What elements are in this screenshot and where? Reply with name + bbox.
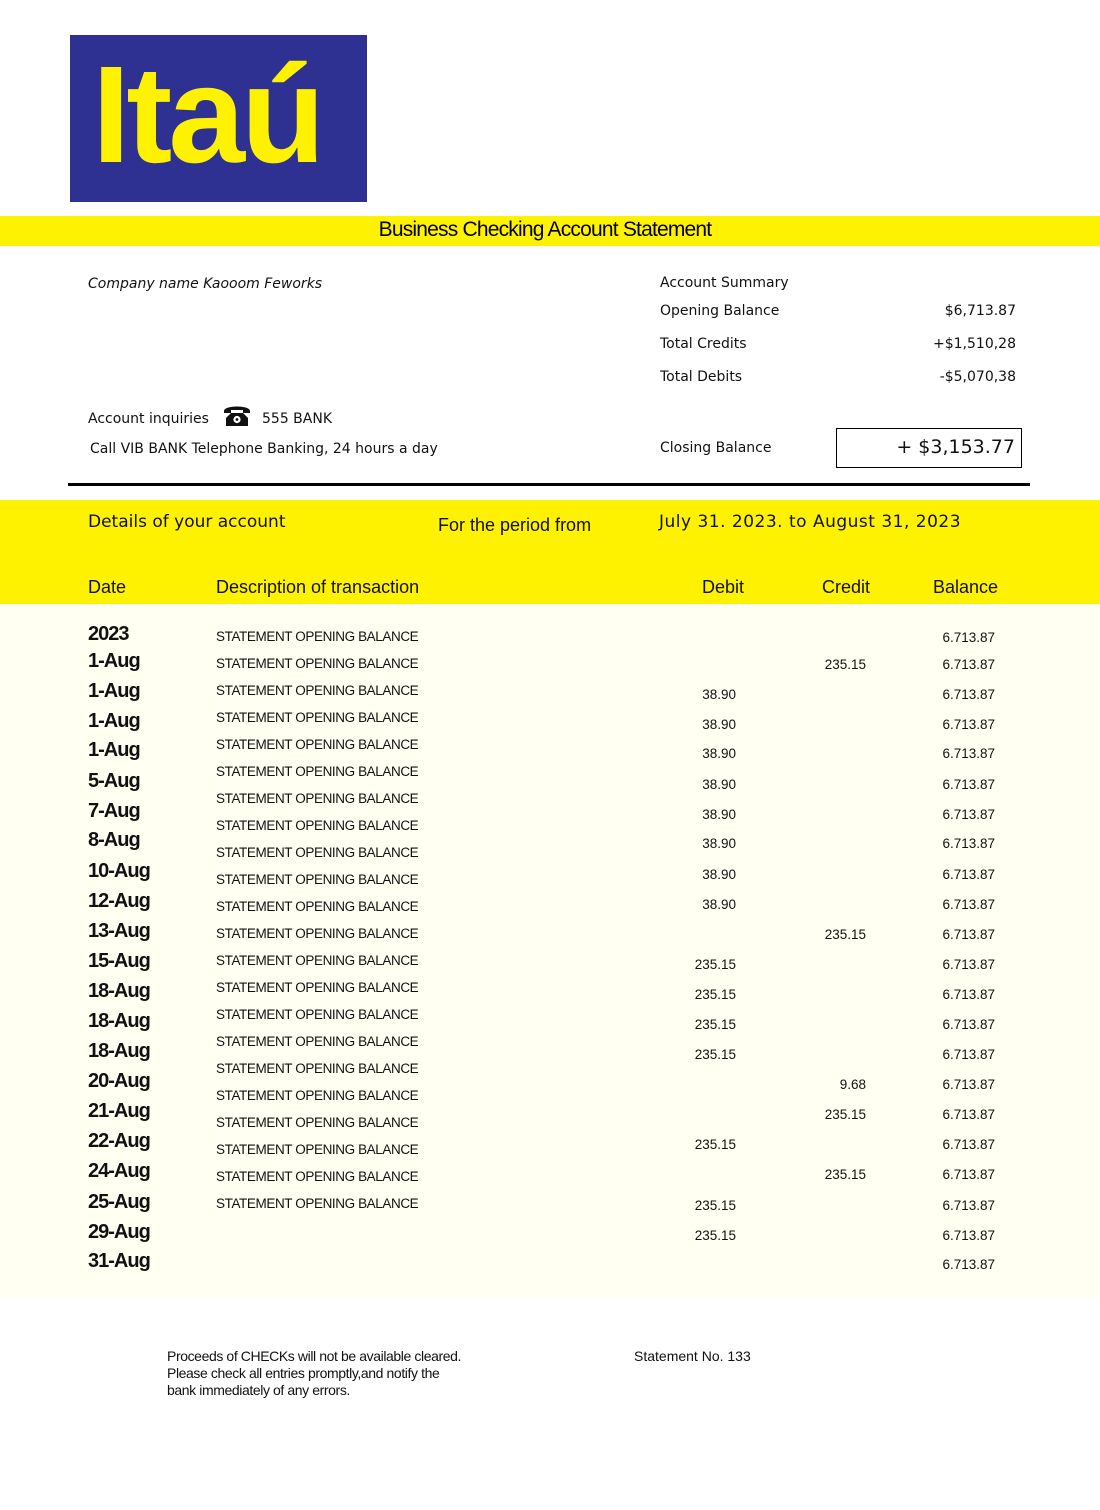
balance-cell: 6.713.87 (942, 657, 995, 672)
description-cell: STATEMENT OPENING BALANCE (216, 953, 419, 968)
date-cell: 22-Aug (88, 1130, 150, 1152)
balance-cell: 6.713.87 (942, 630, 995, 645)
column-header-balance: Balance (933, 577, 999, 597)
description-cell: STATEMENT OPENING BALANCE (216, 710, 419, 725)
description-cell: STATEMENT OPENING BALANCE (216, 818, 419, 833)
total-credits-value: +$1,510,28 (933, 336, 1016, 352)
divider (68, 483, 1030, 486)
balance-cell: 6.713.87 (942, 1228, 995, 1243)
total-debits-label: Total Debits (660, 369, 743, 385)
date-cell: 2023 (88, 623, 129, 645)
date-cell: 8-Aug (88, 829, 140, 851)
column-header-credit: Credit (822, 577, 871, 597)
date-cell: 1-Aug (88, 739, 140, 761)
debit-cell: 38.90 (702, 687, 736, 702)
description-cell: STATEMENT OPENING BALANCE (216, 629, 419, 644)
description-cell: STATEMENT OPENING BALANCE (216, 737, 419, 752)
description-cell: STATEMENT OPENING BALANCE (216, 1142, 419, 1157)
closing-balance-box (836, 428, 1022, 468)
period-label: For the period from (438, 515, 592, 535)
balance-cell: 6.713.87 (942, 777, 995, 792)
date-cell: 10-Aug (88, 860, 150, 882)
date-cell: 24-Aug (88, 1160, 150, 1182)
description-cell: STATEMENT OPENING BALANCE (216, 1169, 419, 1184)
date-cell: 1-Aug (88, 650, 140, 672)
balance-cell: 6.713.87 (942, 687, 995, 702)
telephone-icon (222, 402, 252, 432)
description-cell: STATEMENT OPENING BALANCE (216, 791, 419, 806)
details-title: Details of your account (88, 512, 286, 532)
date-cell: 1-Aug (88, 680, 140, 702)
telephone-banking-note: Call VIB BANK Telephone Banking, 24 hours a day (90, 441, 438, 457)
balance-cell: 6.713.87 (942, 717, 995, 732)
debit-cell: 38.90 (702, 867, 736, 882)
description-cell: STATEMENT OPENING BALANCE (216, 872, 419, 887)
description-cell: STATEMENT OPENING BALANCE (216, 1007, 419, 1022)
date-cell: 18-Aug (88, 1040, 150, 1062)
transactions-table (0, 604, 1100, 1298)
document-title: Business Checking Account Statement (378, 218, 712, 241)
balance-cell: 6.713.87 (942, 1167, 995, 1182)
description-cell: STATEMENT OPENING BALANCE (216, 764, 419, 779)
column-header-description: Description of transaction (216, 577, 420, 597)
debit-cell: 235.15 (694, 957, 736, 972)
column-header-debit: Debit (702, 577, 745, 597)
period-value: July 31. 2023. to August 31, 2023 (659, 512, 962, 532)
debit-cell: 38.90 (702, 777, 736, 792)
opening-balance-label: Opening Balance (660, 303, 780, 319)
debit-cell: 38.90 (702, 836, 736, 851)
total-credits-label: Total Credits (660, 336, 747, 352)
debit-cell: 235.15 (694, 1047, 736, 1062)
closing-balance-label: Closing Balance (660, 440, 772, 456)
date-cell: 15-Aug (88, 950, 150, 972)
credit-cell: 235.15 (824, 927, 866, 942)
debit-cell: 38.90 (702, 897, 736, 912)
balance-cell: 6.713.87 (942, 1257, 995, 1272)
description-cell: STATEMENT OPENING BALANCE (216, 899, 419, 914)
date-cell: 12-Aug (88, 890, 150, 912)
date-cell: 29-Aug (88, 1221, 150, 1243)
closing-balance-value: + $3,153.77 (896, 436, 1015, 458)
date-cell: 25-Aug (88, 1191, 150, 1213)
balance-cell: 6.713.87 (942, 746, 995, 761)
description-cell: STATEMENT OPENING BALANCE (216, 1088, 419, 1103)
footer-note: Proceeds of CHECKs will not be available cleared. Please check all entries promptly,and notify the bank immediately of any errors. (167, 1348, 461, 1398)
balance-cell: 6.713.87 (942, 836, 995, 851)
date-cell: 13-Aug (88, 920, 150, 942)
credit-cell: 235.15 (824, 1167, 866, 1182)
debit-cell: 235.15 (694, 1017, 736, 1032)
balance-cell: 6.713.87 (942, 957, 995, 972)
date-cell: 5-Aug (88, 770, 140, 792)
debit-cell: 38.90 (702, 807, 736, 822)
balance-cell: 6.713.87 (942, 867, 995, 882)
debit-cell: 235.15 (694, 1137, 736, 1152)
description-cell: STATEMENT OPENING BALANCE (216, 683, 419, 698)
balance-cell: 6.713.87 (942, 1077, 995, 1092)
bank-logo-text: Itaú (92, 38, 322, 192)
debit-cell: 38.90 (702, 746, 736, 761)
credit-cell: 235.15 (824, 1107, 866, 1122)
balance-cell: 6.713.87 (942, 897, 995, 912)
balance-cell: 6.713.87 (942, 1047, 995, 1062)
credit-cell: 235.15 (824, 657, 866, 672)
balance-cell: 6.713.87 (942, 1107, 995, 1122)
description-cell: STATEMENT OPENING BALANCE (216, 656, 419, 671)
description-cell: STATEMENT OPENING BALANCE (216, 926, 419, 941)
statement-number: Statement No. 133 (634, 1348, 751, 1364)
column-header-date: Date (88, 577, 127, 597)
total-debits-value: -$5,070,38 (939, 369, 1016, 385)
opening-balance-value: $6,713.87 (944, 303, 1016, 319)
account-inquiries-label: Account inquiries (88, 411, 209, 427)
description-cell: STATEMENT OPENING BALANCE (216, 1196, 419, 1211)
date-cell: 18-Aug (88, 980, 150, 1002)
credit-cell: 9.68 (839, 1077, 866, 1092)
debit-cell: 235.15 (694, 987, 736, 1002)
balance-cell: 6.713.87 (942, 1017, 995, 1032)
bank-logo (70, 35, 367, 202)
balance-cell: 6.713.87 (942, 1137, 995, 1152)
date-cell: 1-Aug (88, 710, 140, 732)
date-cell: 7-Aug (88, 800, 140, 822)
debit-cell: 38.90 (702, 717, 736, 732)
date-cell: 20-Aug (88, 1070, 150, 1092)
balance-cell: 6.713.87 (942, 987, 995, 1002)
balance-cell: 6.713.87 (942, 807, 995, 822)
debit-cell: 235.15 (694, 1198, 736, 1213)
date-cell: 18-Aug (88, 1010, 150, 1032)
description-cell: STATEMENT OPENING BALANCE (216, 980, 419, 995)
debit-cell: 235.15 (694, 1228, 736, 1243)
company-name: Company name Kaooom Feworks (88, 276, 323, 292)
date-cell: 21-Aug (88, 1100, 150, 1122)
date-cell: 31-Aug (88, 1250, 150, 1272)
description-cell: STATEMENT OPENING BALANCE (216, 1034, 419, 1049)
title-band (0, 216, 1100, 246)
description-cell: STATEMENT OPENING BALANCE (216, 845, 419, 860)
account-summary-title: Account Summary (660, 275, 789, 291)
balance-cell: 6.713.87 (942, 1198, 995, 1213)
balance-cell: 6.713.87 (942, 927, 995, 942)
description-cell: STATEMENT OPENING BALANCE (216, 1061, 419, 1076)
phone-number: 555 BANK (262, 411, 333, 427)
description-cell: STATEMENT OPENING BALANCE (216, 1115, 419, 1130)
